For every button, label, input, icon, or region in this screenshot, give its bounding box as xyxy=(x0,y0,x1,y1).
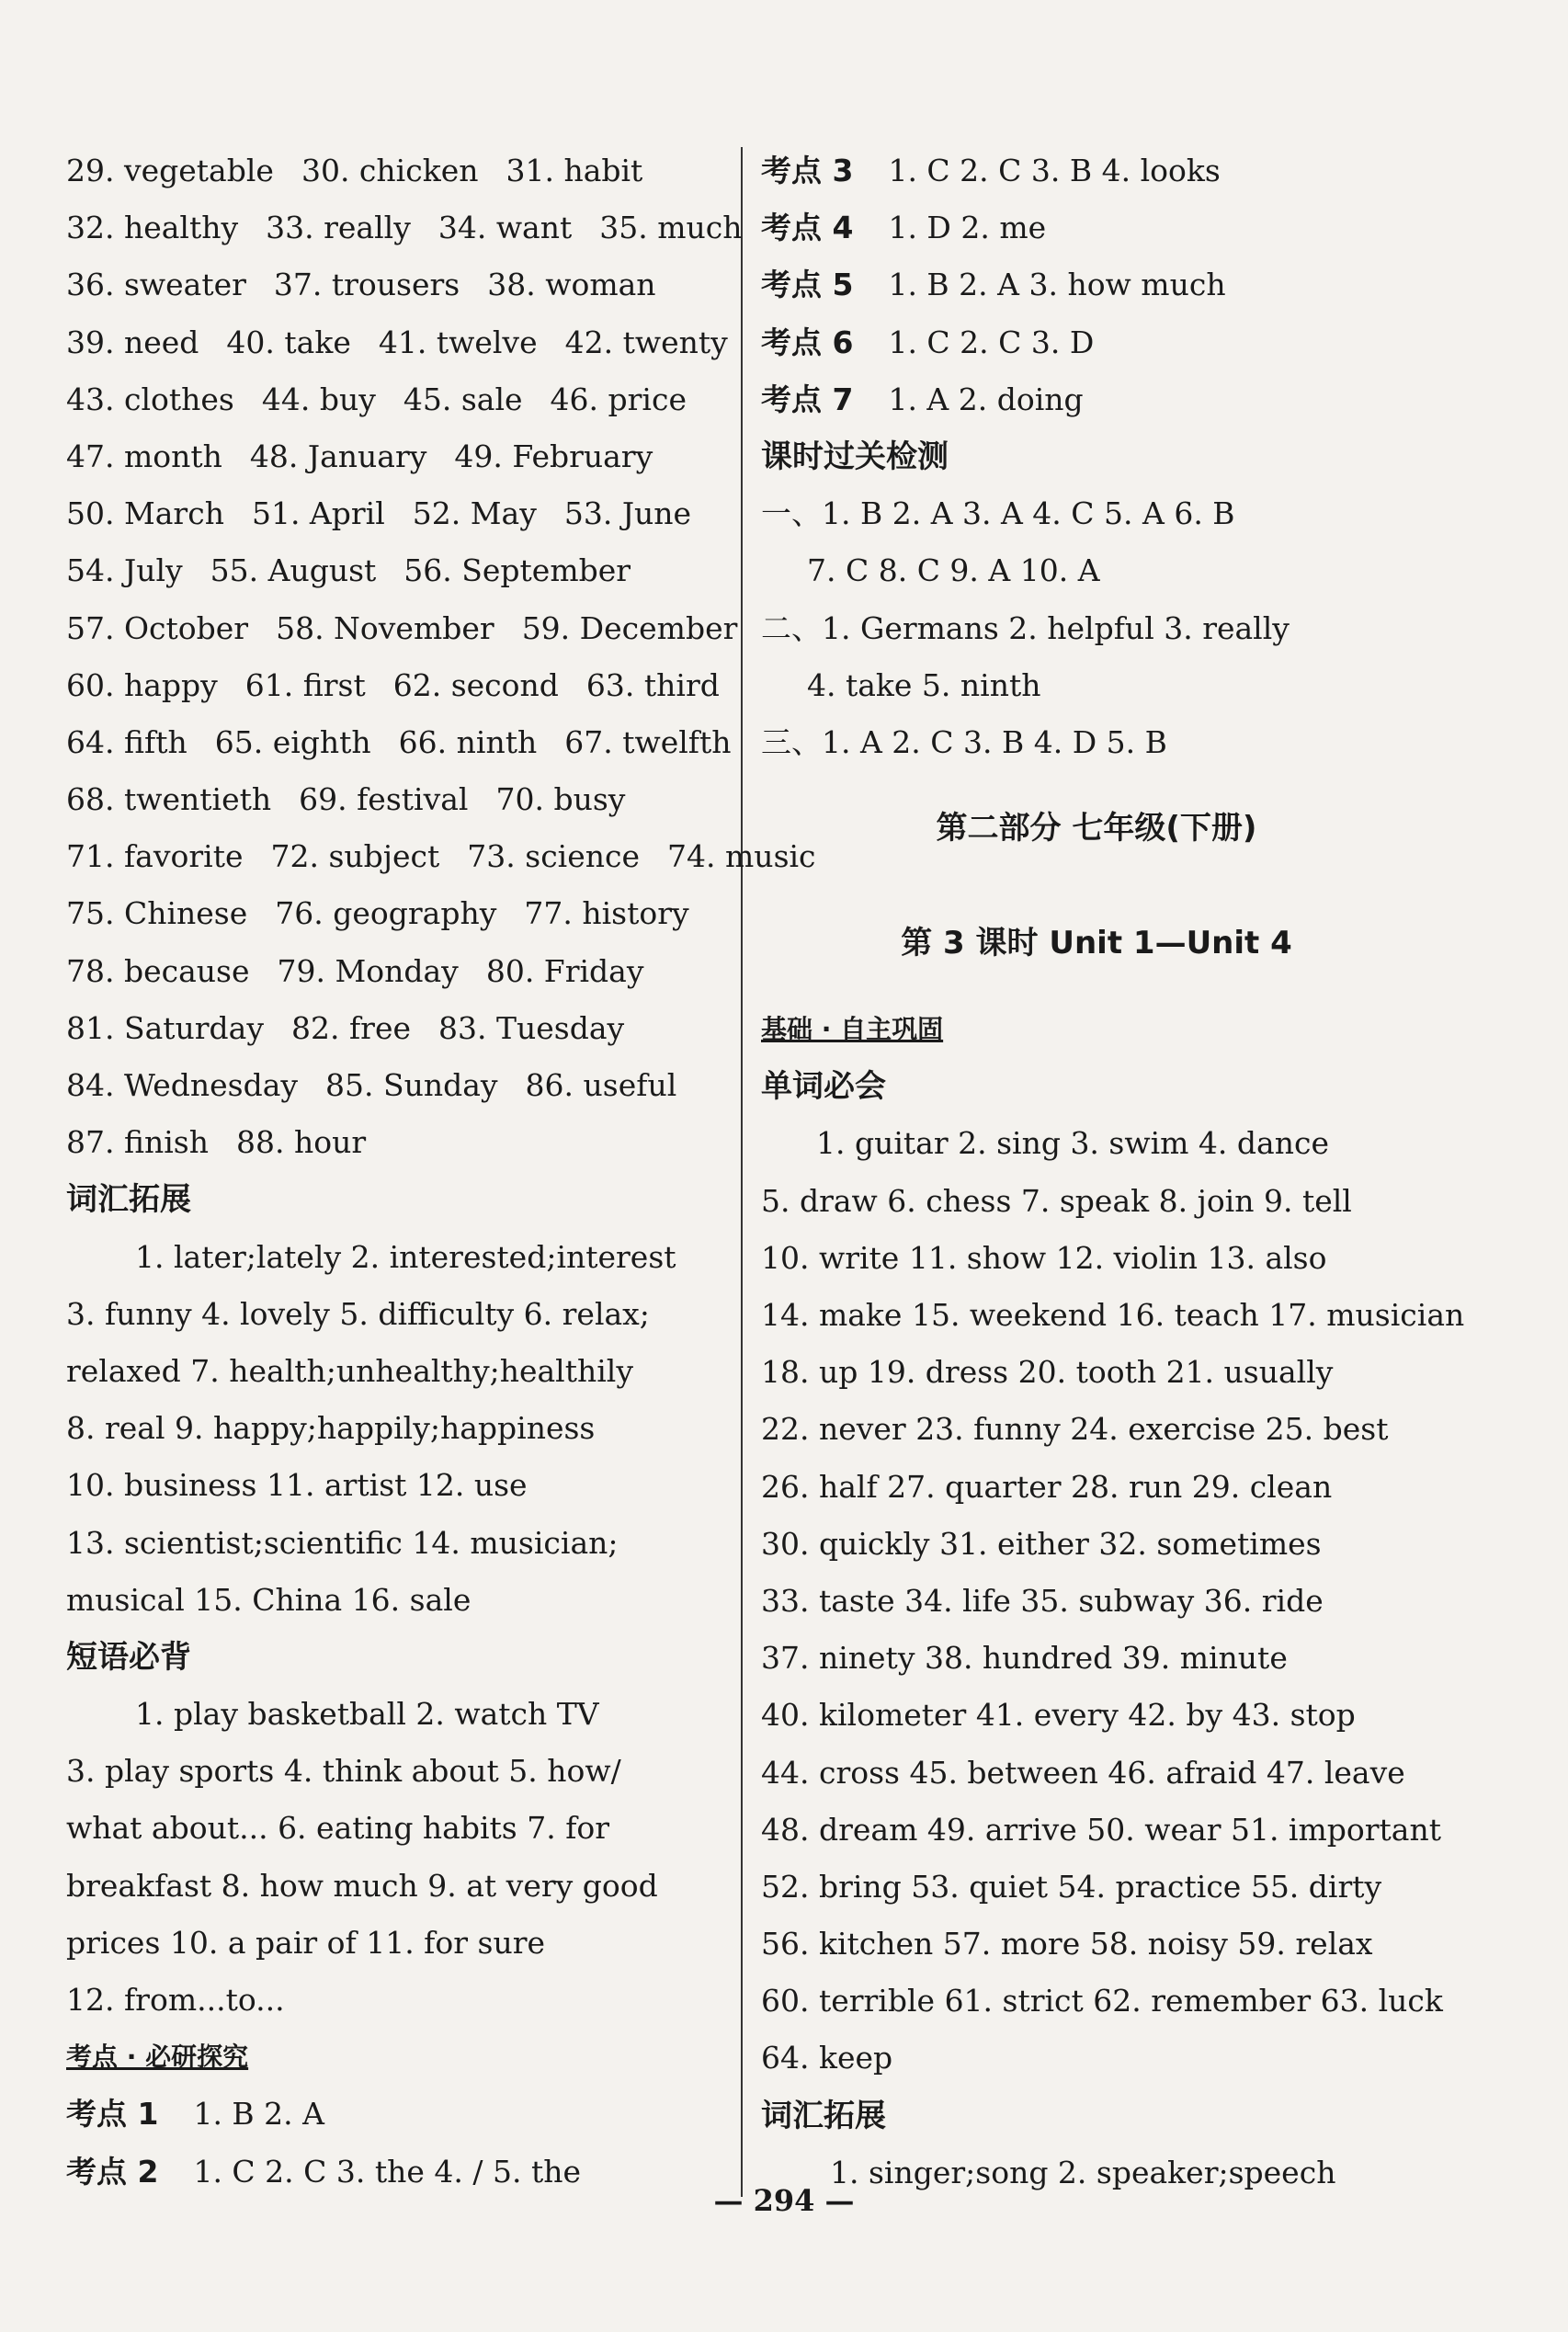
answer-item: 66. ninth xyxy=(398,723,538,760)
answer-item: 33. really xyxy=(266,210,411,246)
page-number: — 294 — xyxy=(713,2183,855,2218)
answer-line: 37. ninety 38. hundred 39. minute xyxy=(761,1640,1288,1677)
kaodian-line xyxy=(761,142,1432,199)
kaodian-line xyxy=(66,2086,728,2143)
test-heading: 课时过关检测 xyxy=(761,438,949,475)
answer-line: prices 10. a pair of 11. for sure xyxy=(66,1924,546,1961)
answer-line: 10. business 11. artist 12. use xyxy=(66,1467,528,1504)
answer-line: breakfast 8. how much 9. at very good xyxy=(66,1867,658,1904)
answer-item: 76. geography xyxy=(275,895,497,932)
kaodian-line xyxy=(761,199,1432,256)
kaodian-answers: 1. C 2. C 3. B 4. looks xyxy=(888,153,1221,188)
answer-line: 64. keep xyxy=(761,2040,893,2076)
answer-item: 55. August xyxy=(210,552,377,589)
answer-item: 72. subject xyxy=(270,838,440,875)
answer-line xyxy=(66,714,732,771)
answer-item: 36. sweater xyxy=(66,267,246,303)
answer-line: 8. real 9. happy;happily;happiness xyxy=(66,1410,596,1447)
answer-line: 18. up 19. dress 20. tooth 21. usually xyxy=(761,1354,1334,1391)
kaodian-list xyxy=(761,142,1432,428)
answer-line xyxy=(66,828,816,885)
answer-line xyxy=(66,314,728,371)
answer-line xyxy=(66,885,728,942)
answer-item: 29. vegetable xyxy=(66,153,274,188)
kaodian-label: 考点 6 xyxy=(761,324,854,360)
answer-item: 35. much xyxy=(599,210,743,246)
answer-line: 二、1. Germans 2. helpful 3. really xyxy=(761,609,1290,646)
answer-line xyxy=(66,600,738,657)
answer-line xyxy=(66,142,728,199)
answer-item: 63. third xyxy=(585,666,720,703)
answer-line: 33. taste 34. life 35. subway 36. ride xyxy=(761,1582,1324,1619)
answer-item: 65. eighth xyxy=(214,723,371,760)
kaodian-label: 考点 4 xyxy=(761,210,854,246)
answer-line: 3. play sports 4. think about 5. how/ xyxy=(66,1753,621,1790)
answer-item: 73. science xyxy=(467,838,641,875)
answer-item: 34. want xyxy=(437,210,573,246)
answer-line: 5. draw 6. chess 7. speak 8. join 9. tell xyxy=(761,1182,1352,1219)
answer-item: 81. Saturday xyxy=(66,1009,264,1046)
answer-item: 56. September xyxy=(403,552,631,589)
answer-item: 53. June xyxy=(563,495,692,532)
answer-item: 47. month xyxy=(66,438,222,474)
answer-item: 37. trousers xyxy=(273,267,460,303)
answer-line: 10. write 11. show 12. violin 13. also xyxy=(761,1239,1327,1276)
answer-line: 1. play basketball 2. watch TV xyxy=(135,1696,599,1733)
phrase-heading: 短语必背 xyxy=(66,1638,191,1676)
answer-line xyxy=(66,657,728,714)
kaodian-answers: 1. C 2. C 3. the 4. / 5. the xyxy=(193,2153,581,2190)
answer-item: 79. Monday xyxy=(277,952,459,989)
kaodian-line xyxy=(761,256,1432,313)
answer-line: 三、1. A 2. C 3. B 4. D 5. B xyxy=(761,723,1167,760)
answer-line xyxy=(66,371,728,428)
answer-line: 22. never 23. funny 24. exercise 25. best xyxy=(761,1411,1389,1448)
answer-item: 45. sale xyxy=(403,381,523,417)
answer-item: 41. twelve xyxy=(378,324,538,360)
words-heading: 单词必会 xyxy=(761,1068,886,1106)
answer-line: 26. half 27. quarter 28. run 29. clean xyxy=(761,1468,1333,1505)
answer-item: 44. buy xyxy=(261,381,376,417)
answer-item: 32. healthy xyxy=(66,210,239,246)
answer-line: 14. make 15. weekend 16. teach 17. musician xyxy=(761,1297,1465,1333)
answer-item: 69. festival xyxy=(299,781,469,818)
answer-line xyxy=(66,256,728,313)
kaodian-line xyxy=(761,314,1432,371)
answer-line: 1. later;lately 2. interested;interest xyxy=(135,1238,676,1275)
answer-line xyxy=(66,1057,728,1114)
answer-item: 80. Friday xyxy=(485,952,644,989)
answer-line: 4. take 5. ninth xyxy=(807,666,1041,703)
answer-item: 74. music xyxy=(667,838,816,875)
answer-item: 57. October xyxy=(66,609,249,646)
answer-line: 1. guitar 2. sing 3. swim 4. dance xyxy=(816,1125,1329,1162)
answer-item: 43. clothes xyxy=(66,381,234,417)
answer-line: 60. terrible 61. strict 62. remember 63. luck xyxy=(761,1983,1443,2019)
answer-line: musical 15. China 16. sale xyxy=(66,1581,472,1618)
answer-item: 62. second xyxy=(392,666,559,703)
answer-line xyxy=(66,1000,728,1057)
answer-item: 87. finish xyxy=(66,1124,209,1161)
answer-line: 48. dream 49. arrive 50. wear 51. important xyxy=(761,1811,1441,1848)
answer-item: 38. woman xyxy=(487,267,656,303)
kaodian-section-heading: 考点 · 必研探究 xyxy=(66,2042,249,2073)
words-list xyxy=(761,1115,1465,2087)
answer-item: 59. December xyxy=(521,609,738,646)
answer-item: 51. April xyxy=(251,495,385,532)
answer-line xyxy=(66,1114,728,1171)
answer-item: 84. Wednesday xyxy=(66,1067,299,1103)
answer-item: 67. twelfth xyxy=(564,723,732,760)
kaodian-label: 考点 2 xyxy=(66,2153,159,2190)
answer-item: 68. twentieth xyxy=(66,781,272,818)
answer-line xyxy=(66,428,728,485)
kaodian-label: 考点 5 xyxy=(761,267,854,303)
answer-line xyxy=(66,542,728,599)
answer-line xyxy=(66,199,743,256)
vocab-ext-list xyxy=(66,1229,728,1629)
answer-line: 56. kitchen 57. more 58. noisy 59. relax xyxy=(761,1926,1373,1962)
answer-line: 3. funny 4. lovely 5. difficulty 6. relax; xyxy=(66,1295,650,1332)
answer-item: 54. July xyxy=(66,552,183,589)
answer-item: 78. because xyxy=(66,952,250,989)
lesson-title: 第 3 课时 Unit 1—Unit 4 xyxy=(901,925,1292,962)
kaodian-label: 考点 1 xyxy=(66,2096,159,2133)
answer-line: relaxed 7. health;unhealthy;healthily xyxy=(66,1352,633,1389)
answer-line: 13. scientist;scientific 14. musician; xyxy=(66,1524,619,1561)
answer-item: 42. twenty xyxy=(564,324,728,360)
answer-item: 71. favorite xyxy=(66,838,244,875)
answer-item: 82. free xyxy=(290,1009,412,1046)
answer-item: 75. Chinese xyxy=(66,895,248,932)
answer-line: 7. C 8. C 9. A 10. A xyxy=(807,552,1100,589)
answer-line: 30. quickly 31. either 32. sometimes xyxy=(761,1525,1322,1562)
test-answers xyxy=(761,485,1432,771)
answer-item: 88. hour xyxy=(235,1124,367,1161)
kaodian-answers: 1. C 2. C 3. D xyxy=(888,324,1095,360)
answer-item: 49. February xyxy=(454,438,653,474)
answer-line: 1. singer;song 2. speaker;speech xyxy=(830,2154,1336,2190)
answer-item: 61. first xyxy=(244,666,366,703)
answer-item: 46. price xyxy=(550,381,687,417)
answer-item: 52. May xyxy=(412,495,537,532)
answer-item: 50. March xyxy=(66,495,224,532)
right-column xyxy=(761,142,1465,2201)
kaodian-answers: 1. B 2. A xyxy=(193,2096,324,2133)
answer-item: 39. need xyxy=(66,324,199,360)
vocab-ext-heading: 词汇拓展 xyxy=(66,1181,191,1219)
answer-line: 40. kilometer 41. every 42. by 43. stop xyxy=(761,1697,1356,1734)
answer-item: 58. November xyxy=(276,609,494,646)
answer-line: 44. cross 45. between 46. afraid 47. leave xyxy=(761,1754,1405,1791)
answer-line xyxy=(66,771,728,828)
answer-item: 40. take xyxy=(226,324,351,360)
basic-section-heading: 基础 · 自主巩固 xyxy=(761,1014,944,1045)
part-title: 第二部分 七年级(下册) xyxy=(936,810,1257,847)
kaodian-answers: 1. B 2. A 3. how much xyxy=(888,267,1226,303)
answer-item: 31. habit xyxy=(506,153,643,188)
vocab-ext-heading: 词汇拓展 xyxy=(761,2097,886,2134)
answer-item: 48. January xyxy=(249,438,427,474)
answer-item: 64. fifth xyxy=(66,723,187,760)
kaodian-label: 考点 7 xyxy=(761,381,854,417)
answer-item: 77. history xyxy=(524,895,689,932)
answer-item: 60. happy xyxy=(66,666,218,703)
answer-item: 30. chicken xyxy=(301,153,479,188)
answer-line: 12. from...to... xyxy=(66,1982,285,2018)
answer-item: 86. useful xyxy=(525,1067,677,1103)
answer-line xyxy=(66,943,728,1000)
answer-item: 70. busy xyxy=(495,781,626,818)
kaodian-line xyxy=(761,371,1432,428)
column-divider xyxy=(741,147,743,2197)
answer-line: 52. bring 53. quiet 54. practice 55. dirty xyxy=(761,1868,1382,1905)
answer-item: 83. Tuesday xyxy=(438,1009,625,1046)
answer-line: 一、1. B 2. A 3. A 4. C 5. A 6. B xyxy=(761,495,1235,532)
phrase-list xyxy=(66,1686,728,2029)
answer-line xyxy=(66,485,728,542)
answer-item: 85. Sunday xyxy=(325,1067,498,1103)
kaodian-answers: 1. D 2. me xyxy=(888,210,1047,246)
kaodian-label: 考点 3 xyxy=(761,153,854,188)
kaodian-answers: 1. A 2. doing xyxy=(888,381,1084,417)
answer-line: what about... 6. eating habits 7. for xyxy=(66,1810,610,1847)
